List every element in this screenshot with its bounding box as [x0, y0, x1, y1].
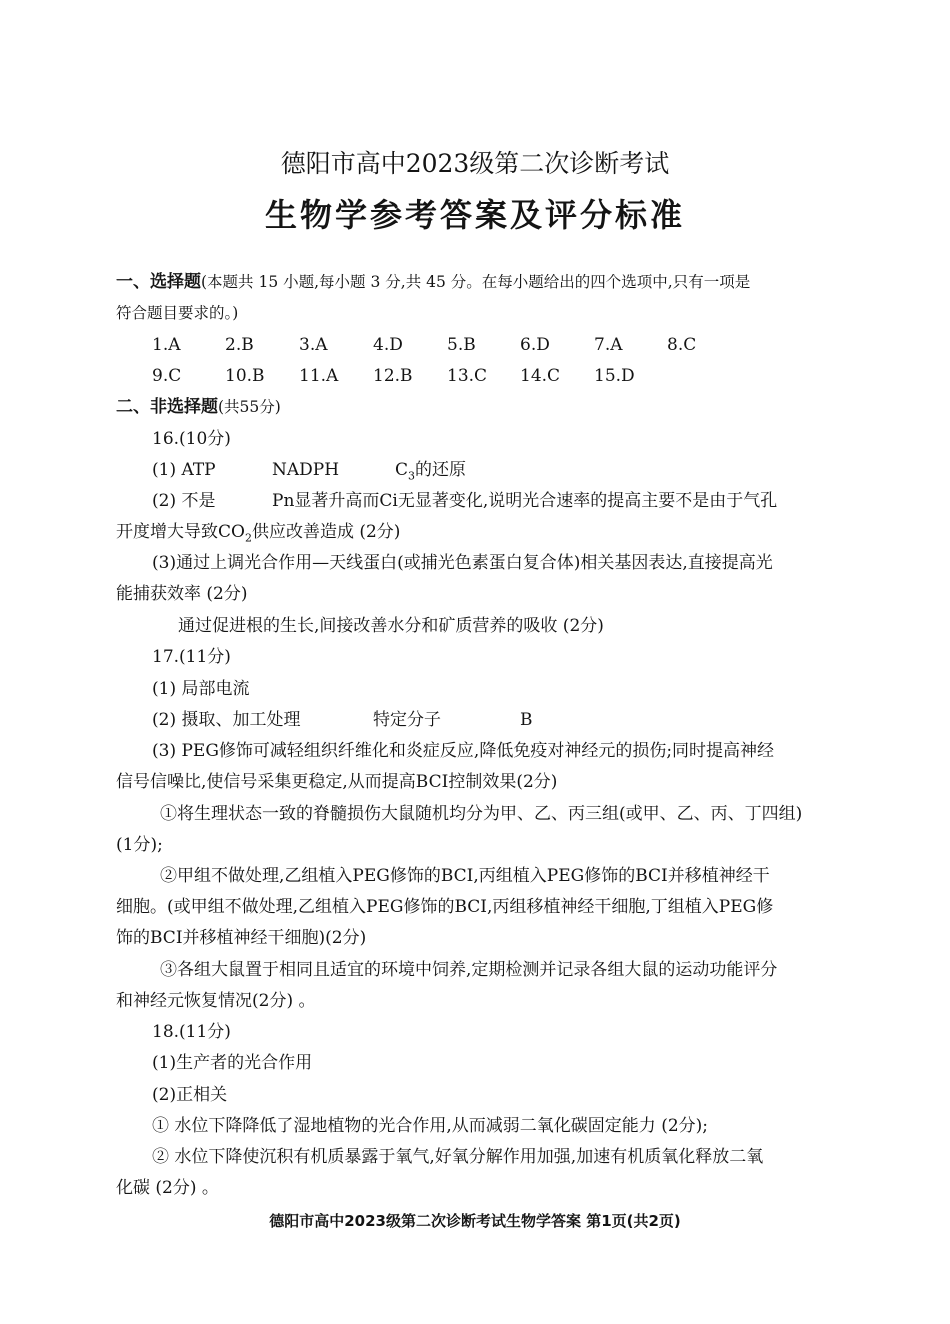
part1-heading-line — [116, 271, 750, 293]
q17-s3-line1: ③各组大鼠置于相同且适宜的环境中饲养,定期检测并记录各组大鼠的运动功能评分 — [160, 960, 778, 980]
q17-a2-b: 特定分子 — [373, 710, 441, 730]
q16-label: 16.(10分) — [152, 429, 231, 449]
q17-label: 17.(11分) — [152, 647, 231, 667]
answer-key-title: 生物学参考答案及评分标准 — [264, 196, 685, 234]
q17-a1: (1) 局部电流 — [152, 679, 250, 699]
exam-title: 德阳市高中2023级第二次诊断考试 — [280, 149, 670, 178]
mc-answer-9: 9.C — [152, 366, 182, 386]
q18-p2-line2: 化碳 (2分) 。 — [116, 1178, 219, 1198]
q17-s2-line3: 饰的BCI并移植神经干细胞)(2分) — [116, 928, 367, 948]
mc-answer-15: 15.D — [594, 366, 635, 386]
part1-heading: 一、选择题 — [116, 272, 201, 292]
q18-p1: ① 水位下降降低了湿地植物的光合作用,从而减弱二氧化碳固定能力 (2分); — [152, 1116, 709, 1136]
mc-answer-3: 3.A — [299, 335, 328, 355]
mc-answer-14: 14.C — [520, 366, 561, 386]
q16-a1-num: (1) ATP — [152, 460, 216, 480]
q16-a2-num: (2) 不是 — [152, 491, 216, 511]
q16-a2-line2-sub: 2 — [244, 531, 252, 545]
q17-s1-line1: ①将生理状态一致的脊髓损伤大鼠随机均分为甲、乙、丙三组(或甲、乙、丙、丁四组) — [160, 804, 803, 824]
q16-a1-c-post: 的还原 — [415, 460, 467, 480]
part2-heading-line — [116, 396, 281, 418]
q17-a3-line2: 信号信噪比,使信号采集更稳定,从而提高BCI控制效果(2分) — [116, 772, 558, 792]
q16-a3-line3: 通过促进根的生长,间接改善水分和矿质营养的吸收 (2分) — [178, 616, 604, 636]
mc-answer-6: 6.D — [520, 335, 550, 355]
part2-heading: 二、非选择题 — [116, 397, 218, 417]
q16-a2-line2 — [116, 521, 400, 549]
part2-note: (共55分) — [218, 398, 281, 416]
q17-s3-line2: 和神经元恢复情况(2分) 。 — [116, 991, 316, 1011]
mc-answer-12: 12.B — [373, 366, 413, 386]
q17-s2-line2: 细胞。(或甲组不做处理,乙组植入PEG修饰的BCI,丙组移植神经干细胞,丁组植入PEG修 — [116, 897, 774, 917]
q17-s2-line1: ②甲组不做处理,乙组植入PEG修饰的BCI,丙组植入PEG修饰的BCI并移植神经干 — [160, 866, 770, 886]
q16-a2-line2-pre: 开度增大导致CO — [116, 522, 245, 542]
mc-answer-8: 8.C — [667, 335, 697, 355]
q17-a2-a: (2) 摄取、加工处理 — [152, 710, 301, 730]
q16-a1-b: NADPH — [272, 460, 340, 480]
q16-a3-line1: (3)通过上调光合作用—天线蛋白(或捕光色素蛋白复合体)相关基因表达,直接提高光 — [152, 553, 773, 573]
part1-note-line2: 符合题目要求的。) — [116, 304, 239, 322]
q17-a3-line1: (3) PEG修饰可减轻组织纤维化和炎症反应,降低免疫对神经元的损伤;同时提高神经 — [152, 741, 775, 761]
q18-a1: (1)生产者的光合作用 — [152, 1053, 313, 1073]
q16-a2-line1: Pn显著升高而Ci无显著变化,说明光合速率的提高主要不是由于气孔 — [272, 491, 778, 511]
q18-a2: (2)正相关 — [152, 1085, 228, 1105]
mc-answer-7: 7.A — [594, 335, 623, 355]
mc-answer-11: 11.A — [299, 366, 339, 386]
mc-answer-4: 4.D — [373, 335, 403, 355]
page-footer: 德阳市高中2023级第二次诊断考试生物学答案 第1页(共2页) — [269, 1212, 681, 1230]
mc-answer-2: 2.B — [225, 335, 254, 355]
q16-a2-line2-post: 供应改善造成 (2分) — [251, 522, 401, 542]
q17-s1-line2: (1分); — [116, 835, 163, 855]
q18-p2-line1: ② 水位下降使沉积有机质暴露于氧气,好氧分解作用加强,加速有机质氧化释放二氧 — [152, 1147, 764, 1167]
q17-a2-c: B — [520, 710, 533, 730]
mc-answer-13: 13.C — [447, 366, 488, 386]
q16-a1-c — [395, 459, 466, 487]
mc-answer-5: 5.B — [447, 335, 476, 355]
part1-note-line1: (本题共 15 小题,每小题 3 分,共 45 分。在每小题给出的四个选项中,只有一项是 — [201, 273, 751, 291]
q16-a1-c-pre: C — [395, 460, 409, 480]
mc-answer-1: 1.A — [152, 335, 181, 355]
mc-answer-10: 10.B — [225, 366, 265, 386]
q18-label: 18.(11分) — [152, 1022, 231, 1042]
q16-a3-line2: 能捕获效率 (2分) — [116, 584, 248, 604]
q16-a1-c-sub: 3 — [408, 469, 416, 483]
